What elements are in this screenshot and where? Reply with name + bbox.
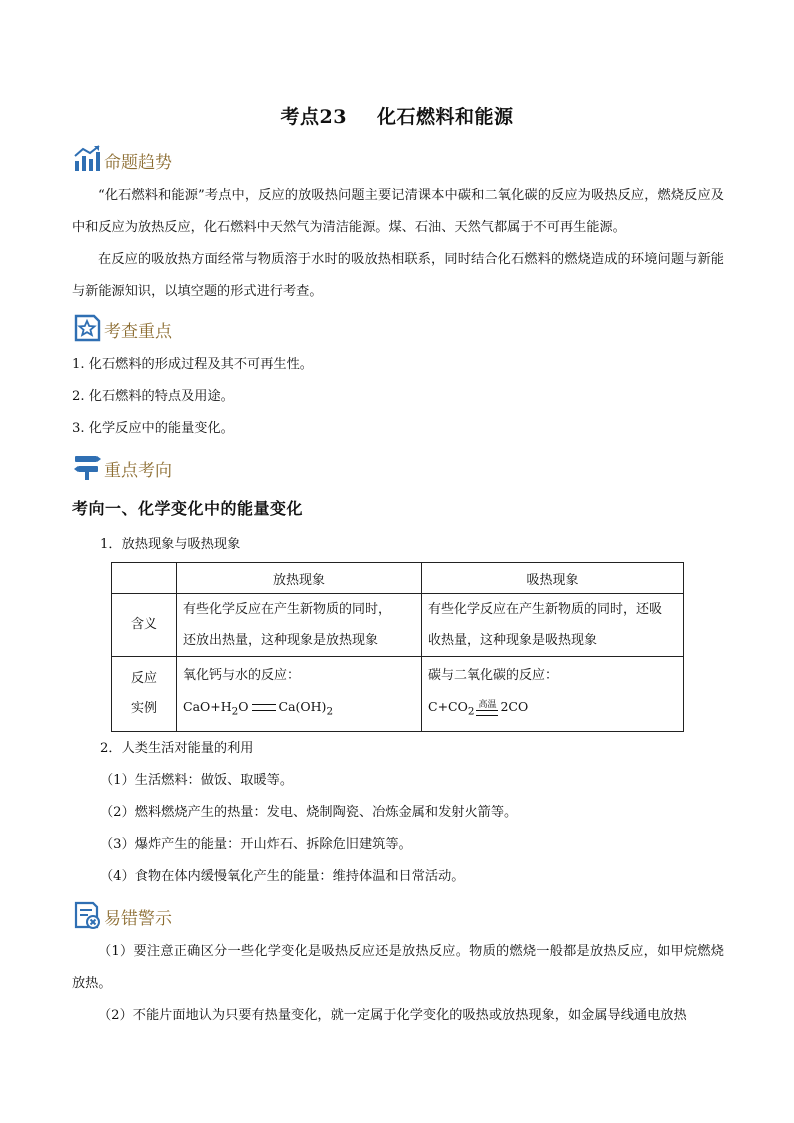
equation-endo: [428, 691, 677, 728]
comparison-table: [111, 562, 684, 732]
cell-line: 有些化学反应在产生新物质的同时，还吸: [428, 602, 663, 617]
section-direction-label: 重点考向: [104, 461, 172, 481]
title-name: 化石燃料和能源: [376, 106, 514, 128]
equation-exo: [183, 691, 415, 728]
table-cell-meaning-exo: [177, 594, 422, 657]
trend-paragraph-1: “化石燃料和能源”考点中，反应的放吸热问题主要记清课本中碳和二氧化碳的反应为吸热反应，燃烧反应及中和反应为放热反应，化石燃料中天然气为清洁能源。煤、石油、天然气都属于不可再生能源。: [72, 188, 724, 235]
equation-right: Ca(OH): [278, 699, 327, 715]
equals-sign: [252, 704, 276, 711]
direction-item-2: 2．人类生活对能量的利用: [100, 741, 254, 756]
table-header-exo: 放热现象: [177, 563, 422, 594]
use-item: （1）生活燃料：做饭、取暖等。: [100, 773, 294, 788]
table-row: [112, 594, 684, 657]
table-header-row: [112, 563, 684, 594]
cell-line: 收热量，这种现象是吸热现象: [428, 633, 598, 648]
cell-line: 还放出热量，这种现象是放热现象: [183, 633, 379, 648]
table-row-header-meaning: 含义: [112, 594, 177, 657]
section-direction-header: [72, 446, 172, 482]
error-document-icon: [72, 900, 102, 930]
trend-paragraph-2: 在反应的吸放热方面经常与物质溶于水时的吸放热相联系，同时结合化石燃料的燃烧造成的环境问题与新能与新能源知识，以填空题的形式进行考查。: [72, 252, 724, 299]
equation-left: C+CO: [428, 699, 468, 715]
warning-paragraph-1: （1）要注意正确区分一些化学变化是吸热反应还是放热反应。物质的燃烧一般都是放热反应，如甲烷燃烧放热。: [72, 944, 724, 991]
equation-subscript: 2: [231, 705, 239, 718]
use-item: （2）燃料燃烧产生的热量：发电、烧制陶瓷、冶炼金属和发射火箭等。: [100, 805, 518, 820]
table-cell-example-exo: [177, 657, 422, 732]
focus-item: 3. 化学反应中的能量变化。: [72, 421, 234, 436]
direction-heading: 考向一、化学变化中的能量变化: [72, 499, 304, 518]
equation-subscript: 2: [467, 705, 475, 718]
equation-subscript: 2: [326, 705, 334, 718]
focus-item: 1. 化石燃料的形成过程及其不可再生性。: [72, 357, 313, 372]
use-item: （3）爆炸产生的能量：开山炸石、拆除危旧建筑等。: [100, 837, 412, 852]
row-header-line: 实例: [130, 701, 157, 716]
equation-left: CaO+H: [183, 699, 232, 715]
bar-chart-icon: [72, 144, 102, 174]
cell-line: 氧化钙与水的反应：: [183, 668, 301, 684]
equation-left-end: O: [238, 699, 249, 715]
table-corner-cell: [112, 563, 177, 594]
use-item: （4）食物在体内缓慢氧化产生的能量：维持体温和日常活动。: [100, 869, 465, 884]
section-warning-header: [72, 894, 172, 930]
section-focus-header: [72, 307, 172, 343]
focus-item: 2. 化石燃料的特点及用途。: [72, 389, 234, 404]
section-warning-label: 易错警示: [104, 909, 172, 929]
row-header-line: 反应: [130, 671, 157, 686]
table-row: [112, 657, 684, 732]
condition-text: 高温: [478, 699, 497, 710]
table-cell-example-endo: [422, 657, 684, 732]
cell-line: 碳与二氧化碳的反应：: [428, 668, 559, 684]
table-row-header-example: [112, 657, 177, 732]
equation-right: 2CO: [500, 699, 529, 715]
table-cell-meaning-endo: [422, 594, 684, 657]
table-header-endo: 吸热现象: [422, 563, 684, 594]
equals-sign: [476, 710, 498, 716]
page-title: [0, 102, 794, 129]
direction-item-1: 1．放热现象与吸热现象: [100, 537, 241, 552]
signpost-icon: [72, 452, 102, 482]
star-document-icon: [72, 313, 102, 343]
section-trend-label: 命题趋势: [104, 153, 172, 173]
reaction-condition: [476, 700, 498, 716]
cell-line: 有些化学反应在产生新物质的同时，: [183, 602, 392, 617]
section-focus-label: 考查重点: [104, 322, 172, 342]
title-number: 考点23: [280, 106, 347, 128]
section-trend-header: [72, 138, 172, 174]
warning-paragraph-2: （2）不能片面地认为只要有热量变化，就一定属于化学变化的吸热或放热现象，如金属导线通电放热: [98, 1008, 687, 1023]
